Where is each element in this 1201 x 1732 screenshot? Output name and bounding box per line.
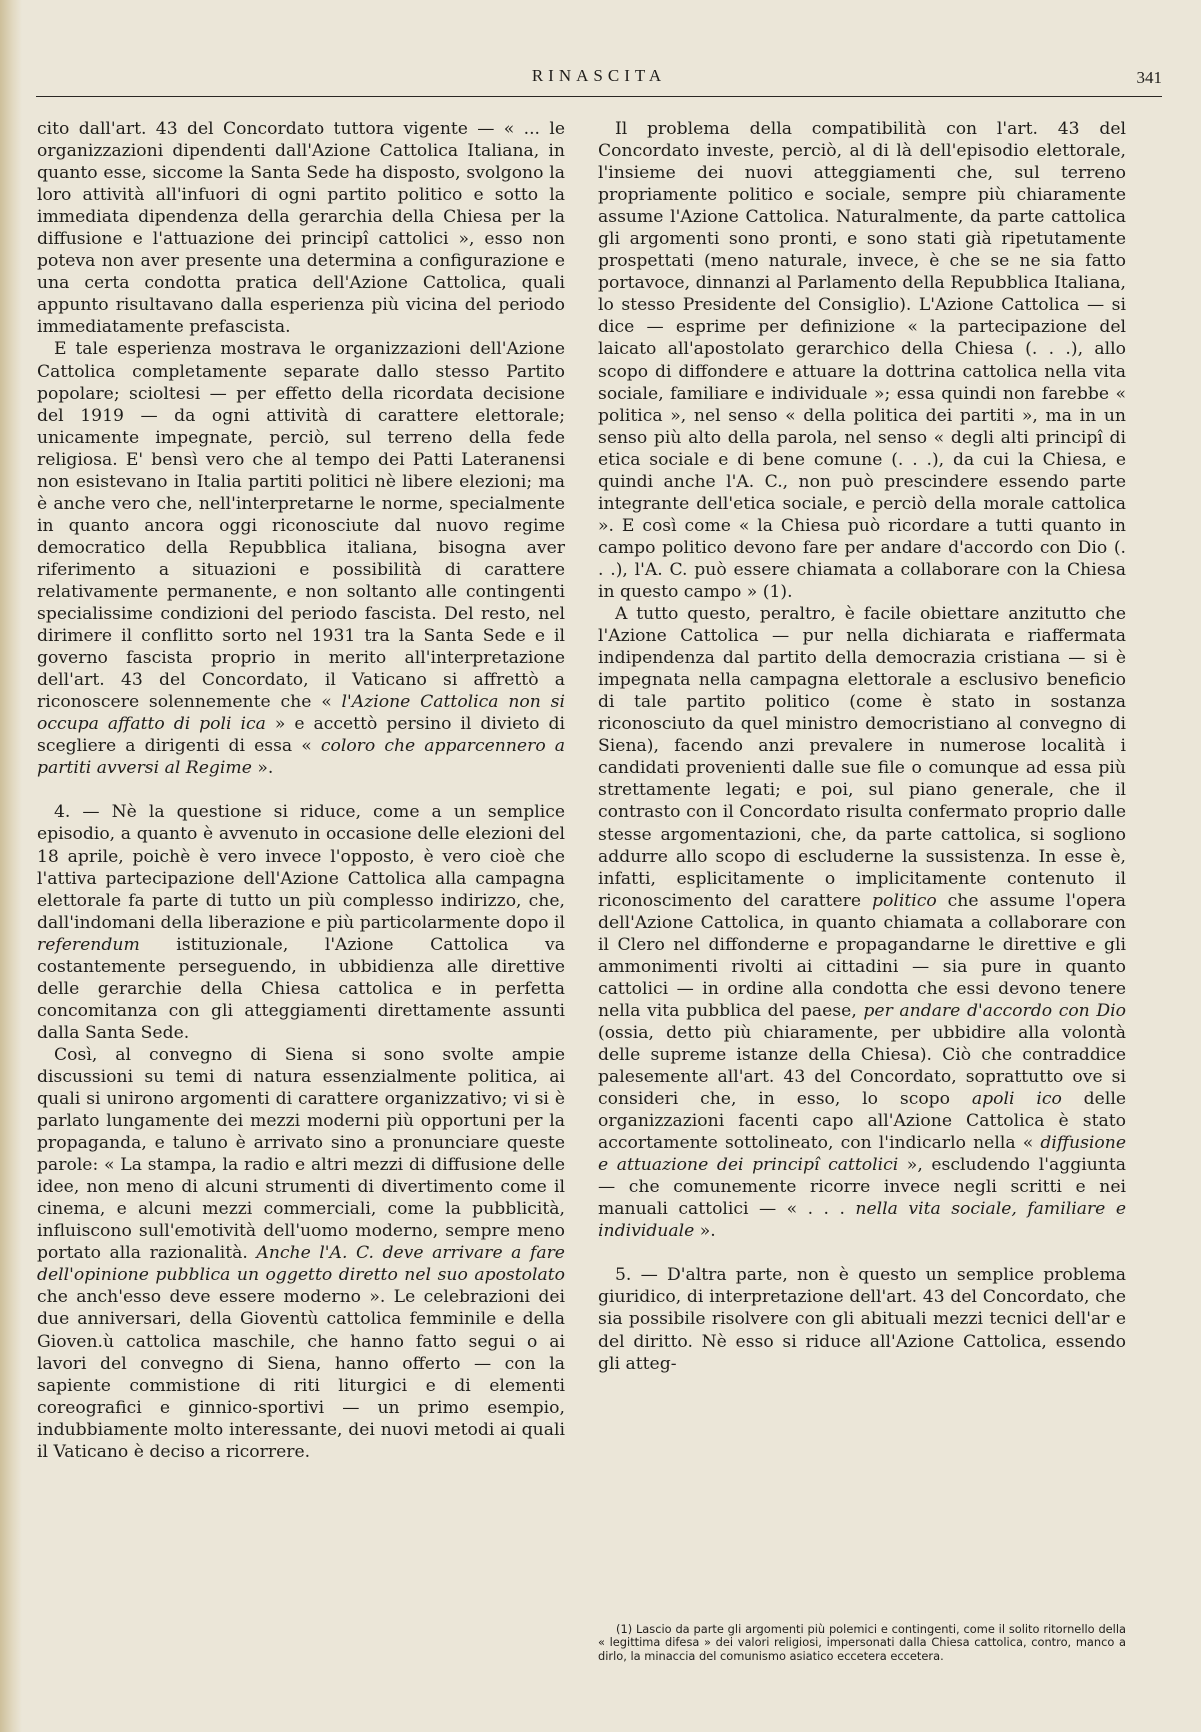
section-5-paragraph: 5. — D'altra parte, non è questo un semplice problema giuridico, di interpretazione dell'art. 43 del Concordato, che sia possibile risolvere con gli abituali mezzi tecnici dell'ar e del diritto. Nè esso si riduce all'Azione Cattolica, essendo gli atteg- [598, 1265, 1126, 1374]
section-4-paragraph: 4. — Nè la questione si riduce, come a un semplice episodio, a quanto è avvenuto in occasione delle elezioni del 18 aprile, poichè è vero invece l'opposto, è vero cioè che l'attiva partecipazione dell'Azione Cattolica alla campagna elettorale fa parte di tutto un più complesso indirizzo, che, dall'indomani della liberazione e più particolarmente dopo il referendum istituzionale, l'Azione Cattolica va costantemente perseguendo, in ubbidienza alle direttive delle gerarchie della Chiesa cattolica e in perfetta concomitanza con gli atteggiamenti direttamente assunti dalla Santa Sede. [37, 802, 565, 1043]
italic-quote: diffusione e attuazione dei principî cattolici [598, 1133, 1126, 1176]
paragraph: Il problema della compatibilità con l'art. 43 del Concordato investe, perciò, al di là dell'episodio elettorale, l'insieme dei nuovi atteggiamenti che, sul terreno propriamente politico e sociale, sempre più chiaramente assume l'Azione Cattolica. Naturalmente, da parte cattolica gli argomenti sono pronti, e sono stati già ripetutamente prospettati (meno naturale, invece, è che se ne sia fatto portavoce, dinnanzi al Parlamento della Repubblica Italiana, lo stesso Presidente del Consiglio). L'Azione Cattolica — si dice — esprime per definizione « la partecipazione del laicato all'apostolato gerarchico della Chiesa (. . .), allo scopo di diffondere e attuare la dottrina cattolica nella vita sociale, familiare e individuale »; essa quindi non farebbe « politica », nel senso « della politica dei partiti », ma in un senso più alto della parola, nel senso « degli alti principî di etica sociale e di bene comune (. . .), da cui la Chiesa, e quindi anche l'A. C., non può prescindere essendo parte integrante dell'etica sociale, e perciò della morale cattolica ». E così come « la Chiesa può ricordare a tutti quanto in campo politico devono fare per andare d'accordo con Dio (. . .), l'A. C. può essere chiamata a collaborare con la Chiesa in questo campo » (1). [598, 119, 1126, 602]
italic-term: politico [872, 890, 937, 911]
page-header [36, 66, 1162, 102]
italic-quote: l'Azione Cattolica non si occupa affatto di poli ica [37, 692, 565, 735]
italic-quote: coloro che apparcennero a partiti avversi al Regime [37, 736, 565, 779]
paragraph: E tale esperienza mostrava le organizzazioni dell'Azione Cattolica completamente separate dallo stesso Partito popolare; scioltesi — per effetto della ricordata decisione del 1919 — da ogni attività di carattere elettorale; unicamente impegnate, perciò, sul terreno della fede religiosa. E' bensì vero che al tempo dei Patti Lateranensi non esistevano in Italia partiti politici nè libere elezioni; ma è anche vero che, nell'interpretarne le norme, specialmente in quanto ancora oggi riconosciute dal nuovo regime democratico della Repubblica italiana, bisogna aver riferimento a situazioni e possibilità di carattere relativamente permanente, e non soltanto alle contingenti specialissime condizioni del periodo fascista. Del resto, nel dirimere il conflitto sorto nel 1931 tra la Santa Sede e il governo fascista proprio in merito all'interpretazione dell'art. 43 del Concordato, il Vaticano si affrettò a riconoscere solennemente che « l'Azione Cattolica non si occupa affatto di poli ica » e accettò persino il divieto di scegliere a dirigenti di essa « coloro che apparcennero a partiti avversi al Regime ». [37, 339, 566, 779]
page-number: 341 [1136, 68, 1162, 87]
italic-quote: nella vita sociale, familiare e individuale [598, 1199, 1126, 1242]
paragraph: Così, al convegno di Siena si sono svolte ampie discussioni su temi di natura essenzialmente politica, ai quali si unirono argomenti di carattere organizzativo; vi si è parlato lungamente dei mezzi moderni più opportuni per la propaganda, e taluno è arrivato sino a pronunciare queste parole: « La stampa, la radio e altri mezzi di diffusione delle idee, non meno di alcuni strumenti di divertimento come il cinema, e alcuni mezzi commerciali, come la pubblicità, influiscono sull'emotività dell'uomo moderno, sempre meno portato alla razionalità. Anche l'A. C. deve arrivare a fare dell'opinione pubblica un oggetto diretto nel suo apostolato che anch'esso deve essere moderno ». Le celebrazioni dei due anniversari, della Gioventù cattolica femminile e della Gioven.ù cattolica maschile, che hanno fatto segui o ai lavori del convegno di Siena, hanno offerto — con la sapiente commistione di riti liturgici e di elementi coreografici e ginnico-sportivi — un primo esempio, indubbiamente molto interessante, dei nuovi metodi ai quali il Vaticano è deciso a ricorrere. [37, 1044, 565, 1462]
header-rule [36, 96, 1162, 97]
footnote: (1) Lascio da parte gli argomenti più polemici e contingenti, come il solito ritornello della « legittima difesa » dei valori religiosi, impersonati dalla Chiesa cattolica, contro, manco a dirlo, la minaccia del comunismo asiatico eccetera eccetera. [598, 1622, 1126, 1663]
italic-quote: Anche l'A. C. deve arrivare a fare dell'opinione pubblica un oggetto diretto nel suo apostolato [37, 1243, 565, 1286]
italic-quote: per andare d'accordo con Dio [863, 1000, 1126, 1021]
paragraph: cito dall'art. 43 del Concordato tuttora vigente — « ... le organizzazioni dipendenti dall'Azione Cattolica Italiana, in quanto esse, siccome la Santa Sede ha disposto, svolgono la loro attività all'infuori di ogni partito politico e sotto la immediata dipendenza della gerarchia della Chiesa per la diffusione e l'attuazione dei principî cattolici », esso non poteva non aver presente una determina a configurazione e una certa condotta pratica dell'Azione Cattolica, quali appunto risultavano dalla esperienza più vicina del periodo immediatamente prefascista. [37, 119, 565, 338]
left-column [37, 118, 565, 1463]
italic-term: apoli ico [971, 1089, 1062, 1110]
right-column [598, 118, 1126, 1375]
footnotes [598, 1622, 1126, 1663]
page-edge-shadow [0, 0, 22, 1732]
italic-term: referendum [37, 934, 140, 955]
running-title: RINASCITA [531, 66, 667, 85]
paragraph: A tutto questo, peraltro, è facile obiettare anzitutto che l'Azione Cattolica — pur nella dichiarata e riaffermata indipendenza dal partito della democrazia cristiana — si è impegnata nella campagna elettorale a esclusivo beneficio di tale partito politico (come è stato in sostanza riconosciuto da quel ministro democristiano al convegno di Siena), facendo anzi prevalere in numerose località i candidati provenienti dalle sue file o comunque ad essa più strettamente legati; e poi, sul piano generale, che il contrasto con il Concordato risulta confermato proprio dalle stesse argomentazioni, che, da parte cattolica, si sogliono addurre allo scopo di escluderne la sussistenza. In esse è, infatti, esplicitamente o implicitamente contenuto il riconoscimento del carattere politico che assume l'opera dell'Azione Cattolica, in quanto chiamata a collaborare con il Clero nel diffonderne e propagandarne le direttive e gli ammonimenti rivolti ai cittadini — sia pure in quanto cattolici — in ordine alla condotta che essi devono tenere nella vita pubblica del paese, per andare d'accordo con Dio (ossia, detto più chiaramente, per ubbidire alla volontà delle supreme istanze della Chiesa). Ciò che contraddice palesemente all'art. 43 del Concordato, soprattutto ove si consideri che, in esso, lo scopo apoli ico delle organizzazioni facenti capo all'Azione Cattolica è stato accortamente sottolineato, con l'indicarlo nella « diffusione e attuazione dei principî cattolici », escludendo l'aggiunta — che comunemente ricorre invece negli scritti e nei manuali cattolici — « . . . nella vita sociale, familiare e individuale ». [598, 604, 1126, 1242]
